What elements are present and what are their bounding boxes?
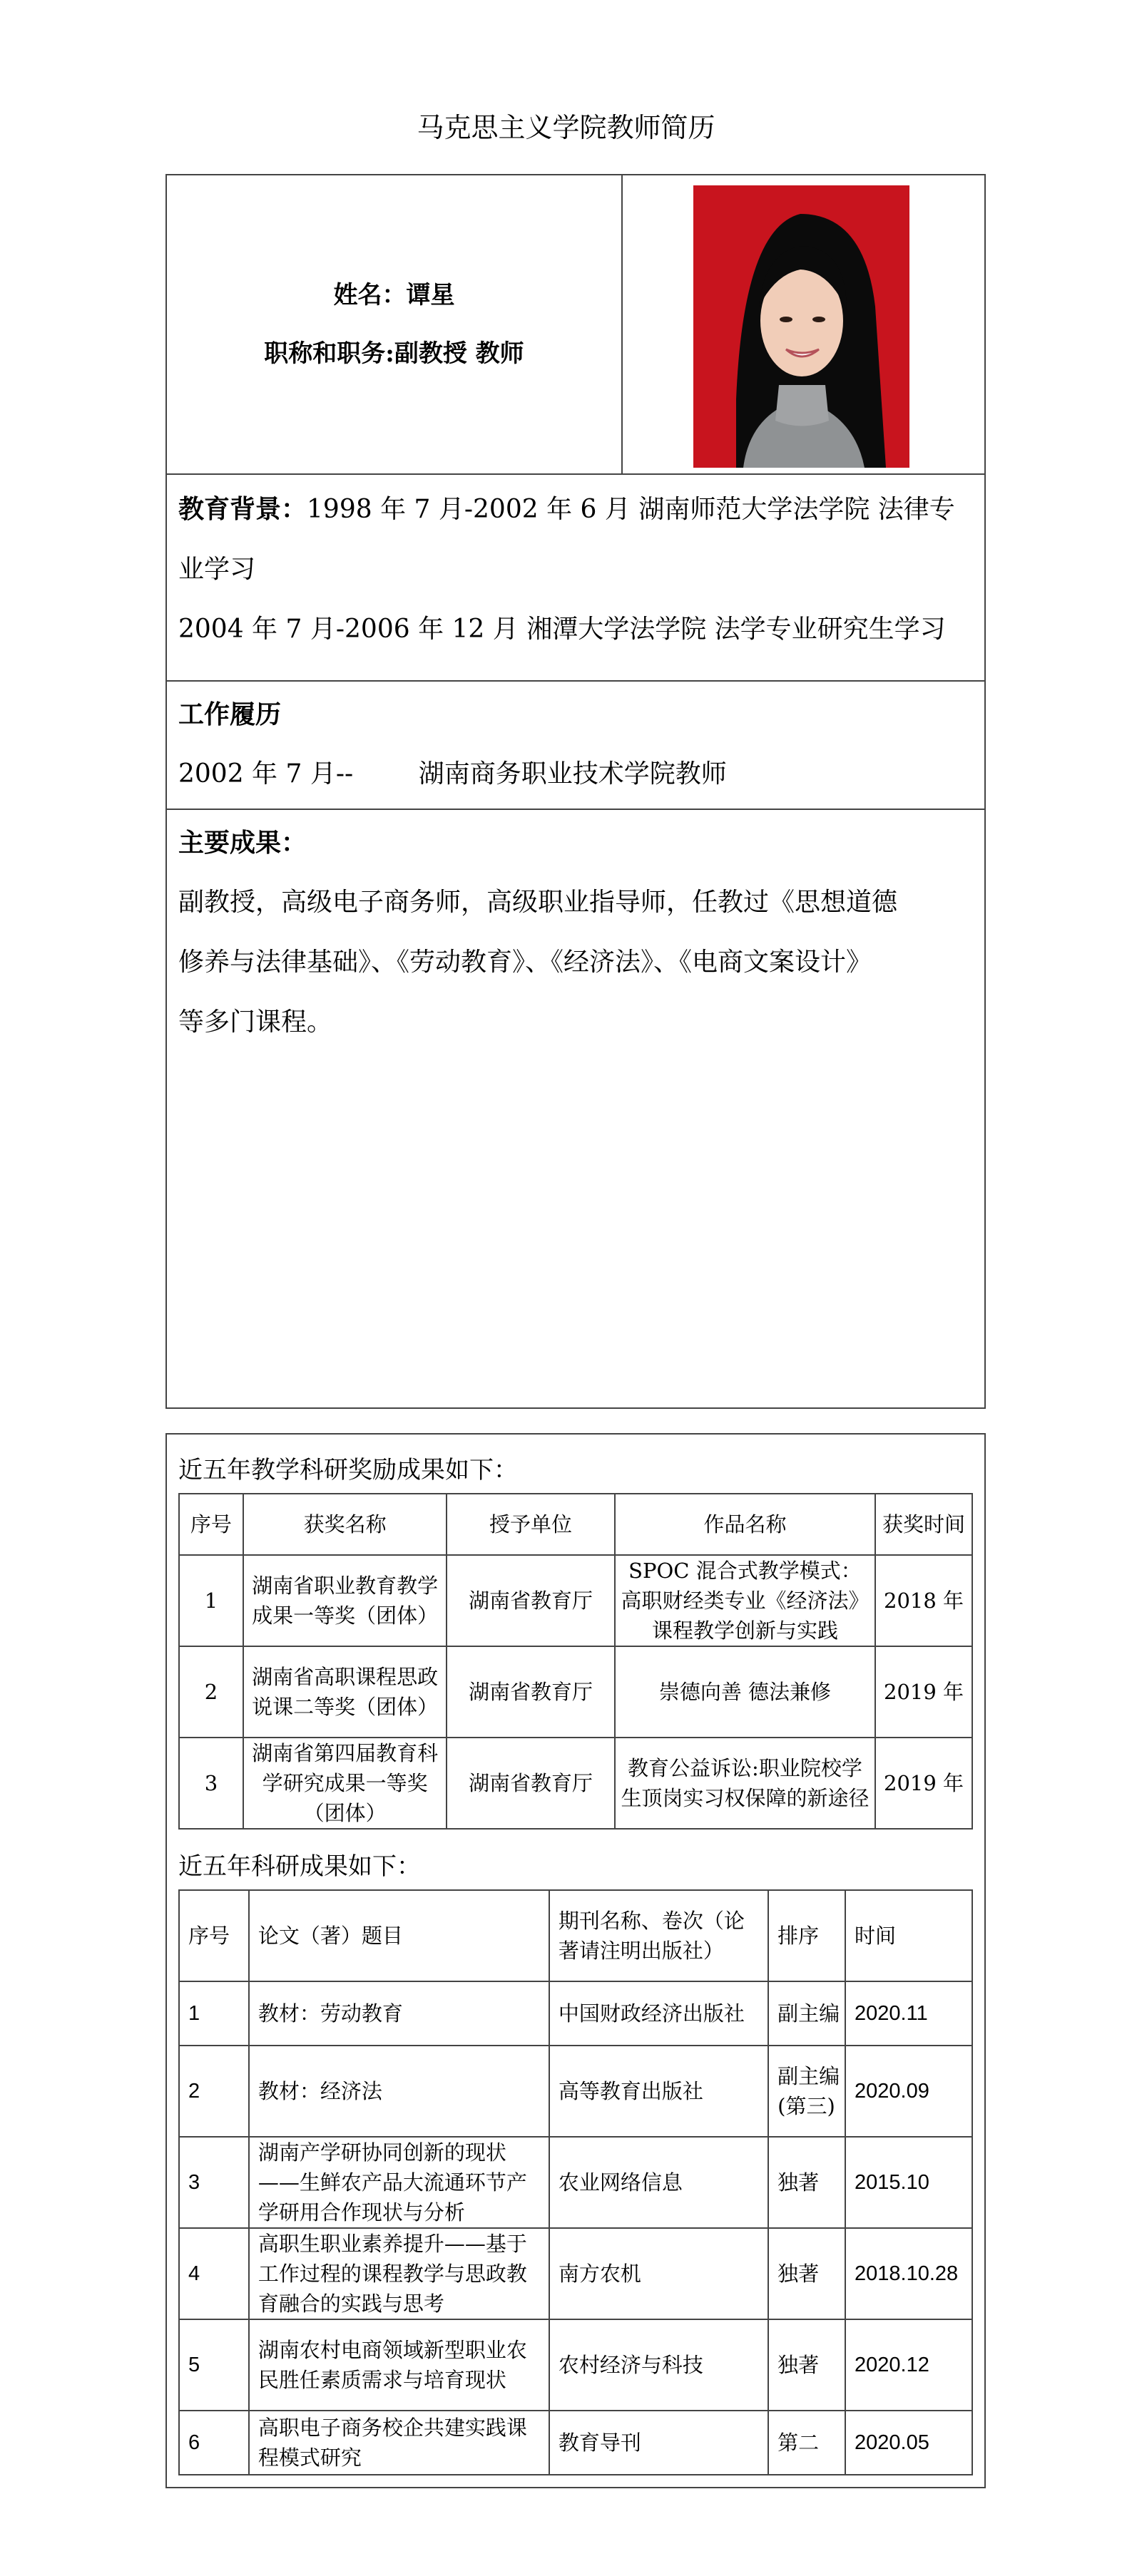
table-row — [179, 1555, 972, 1646]
education-text-1: 1998 年 7 月-2002 年 6 月 湖南师范大学法学院 法律专 — [307, 495, 955, 524]
title-line: 职称和职务:副教授 教师 — [264, 339, 524, 368]
cell: SPOC 混合式教学模式：高职财经类专业《经济法》课程教学创新与实践 — [615, 1555, 875, 1646]
awards-header-row — [179, 1494, 972, 1555]
cell: 副主编 — [768, 1981, 845, 2046]
cell: 独著 — [768, 2228, 845, 2319]
research-header-row — [179, 1890, 972, 1981]
table-row — [179, 2411, 972, 2475]
cell: 2020.05 — [845, 2411, 972, 2475]
portrait-photo — [693, 185, 909, 468]
education-line-1 — [178, 479, 973, 540]
research-header-no: 序号 — [179, 1890, 249, 1981]
cell: 中国财政经济出版社 — [549, 1981, 768, 2046]
cell: 2020.11 — [845, 1981, 972, 2046]
cell: 湖南产学研协同创新的现状——生鲜农产品大流通环节产学研用合作现状与分析 — [249, 2137, 549, 2228]
cell: 2020.12 — [845, 2319, 972, 2411]
cell: 2019 年 — [875, 1646, 972, 1738]
cell: 高等教育出版社 — [549, 2046, 768, 2137]
cell: 教材：经济法 — [249, 2046, 549, 2137]
cell: 崇德向善 德法兼修 — [615, 1646, 875, 1738]
table-row — [179, 2137, 972, 2228]
research-table — [178, 1889, 973, 2475]
achievements-line-3: 等多门课程。 — [178, 1007, 333, 1037]
page-title: 马克思主义学院教师简历 — [417, 112, 715, 143]
cell: 湖南省第四届教育科学研究成果一等奖（团体） — [243, 1738, 447, 1829]
achievements-heading: 主要成果： — [178, 828, 307, 858]
awards-header-unit: 授予单位 — [447, 1494, 614, 1555]
awards-title: 近五年教学科研奖励成果如下： — [178, 1456, 518, 1484]
education-heading: 教育背景： — [178, 494, 307, 524]
cell: 2018.10.28 — [845, 2228, 972, 2319]
cell: 2 — [179, 2046, 249, 2137]
research-title: 近五年科研成果如下： — [178, 1852, 421, 1881]
cell: 2018 年 — [875, 1555, 972, 1646]
work-row — [167, 682, 984, 810]
achievements-row — [167, 810, 984, 1407]
table-row — [179, 1738, 972, 1829]
awards-header-work: 作品名称 — [615, 1494, 875, 1555]
cell: 独著 — [768, 2137, 845, 2228]
cell: 4 — [179, 2228, 249, 2319]
achievements-line-2: 修养与法律基础》、《劳动教育》、《经济法》、《电商文案设计》 — [178, 948, 872, 977]
cell: 副主编(第三) — [768, 2046, 845, 2137]
cell: 6 — [179, 2411, 249, 2475]
table-row — [179, 2228, 972, 2319]
cell: 教育导刊 — [549, 2411, 768, 2475]
cell: 湖南省教育厅 — [447, 1555, 614, 1646]
cell: 2015.10 — [845, 2137, 972, 2228]
cell: 2 — [179, 1646, 243, 1738]
cell: 教育公益诉讼:职业院校学生顶岗实习权保障的新途径 — [615, 1738, 875, 1829]
research-header-date: 时间 — [845, 1890, 972, 1981]
cell: 1 — [179, 1555, 243, 1646]
cell: 3 — [179, 1738, 243, 1829]
cell: 高职生职业素养提升——基于工作过程的课程教学与思政教育融合的实践与思考 — [249, 2228, 549, 2319]
awards-header-no: 序号 — [179, 1494, 243, 1555]
cell: 1 — [179, 1981, 249, 2046]
cell: 湖南省高职课程思政说课二等奖（团体） — [243, 1646, 447, 1738]
cell: 农村经济与科技 — [549, 2319, 768, 2411]
research-header-journal: 期刊名称、卷次（论著请注明出版社） — [549, 1890, 768, 1981]
research-header-title: 论文（著）题目 — [249, 1890, 549, 1981]
profile-row — [167, 175, 984, 475]
education-row — [167, 475, 984, 682]
table-row — [179, 1981, 972, 2046]
awards-table — [178, 1493, 973, 1830]
research-header-order: 排序 — [768, 1890, 845, 1981]
cell: 2019 年 — [875, 1738, 972, 1829]
work-line: 2002 年 7 月-- 湖南商务职业技术学院教师 — [178, 759, 727, 789]
work-heading: 工作履历 — [178, 699, 282, 729]
awards-header-name: 获奖名称 — [243, 1494, 447, 1555]
cell: 第二 — [768, 2411, 845, 2475]
cell: 教材：劳动教育 — [249, 1981, 549, 2046]
cell: 湖南农村电商领域新型职业农民胜任素质需求与培育现状 — [249, 2319, 549, 2411]
achievements-line-1: 副教授，高级电子商务师，高级职业指导师，任教过《思想道德 — [178, 888, 898, 917]
awards-header-date: 获奖时间 — [875, 1494, 972, 1555]
cell: 5 — [179, 2319, 249, 2411]
cell: 农业网络信息 — [549, 2137, 768, 2228]
education-line-1b: 业学习 — [178, 555, 256, 584]
table-row — [179, 2046, 972, 2137]
cell: 湖南省教育厅 — [447, 1646, 614, 1738]
cell: 南方农机 — [549, 2228, 768, 2319]
cell: 湖南省职业教育教学成果一等奖（团体） — [243, 1555, 447, 1646]
table-row — [179, 2319, 972, 2411]
cell: 湖南省教育厅 — [447, 1738, 614, 1829]
table-row — [179, 1646, 972, 1738]
cell: 3 — [179, 2137, 249, 2228]
column-divider — [621, 175, 623, 475]
profile-box — [165, 174, 986, 1409]
education-line-2: 2004 年 7 月-2006 年 12 月 湘潭大学法学院 法学专业研究生学习 — [178, 615, 946, 644]
name-line: 姓名：谭星 — [333, 281, 455, 309]
records-box — [165, 1433, 986, 2488]
cell: 高职电子商务校企共建实践课程模式研究 — [249, 2411, 549, 2475]
cell: 2020.09 — [845, 2046, 972, 2137]
cell: 独著 — [768, 2319, 845, 2411]
